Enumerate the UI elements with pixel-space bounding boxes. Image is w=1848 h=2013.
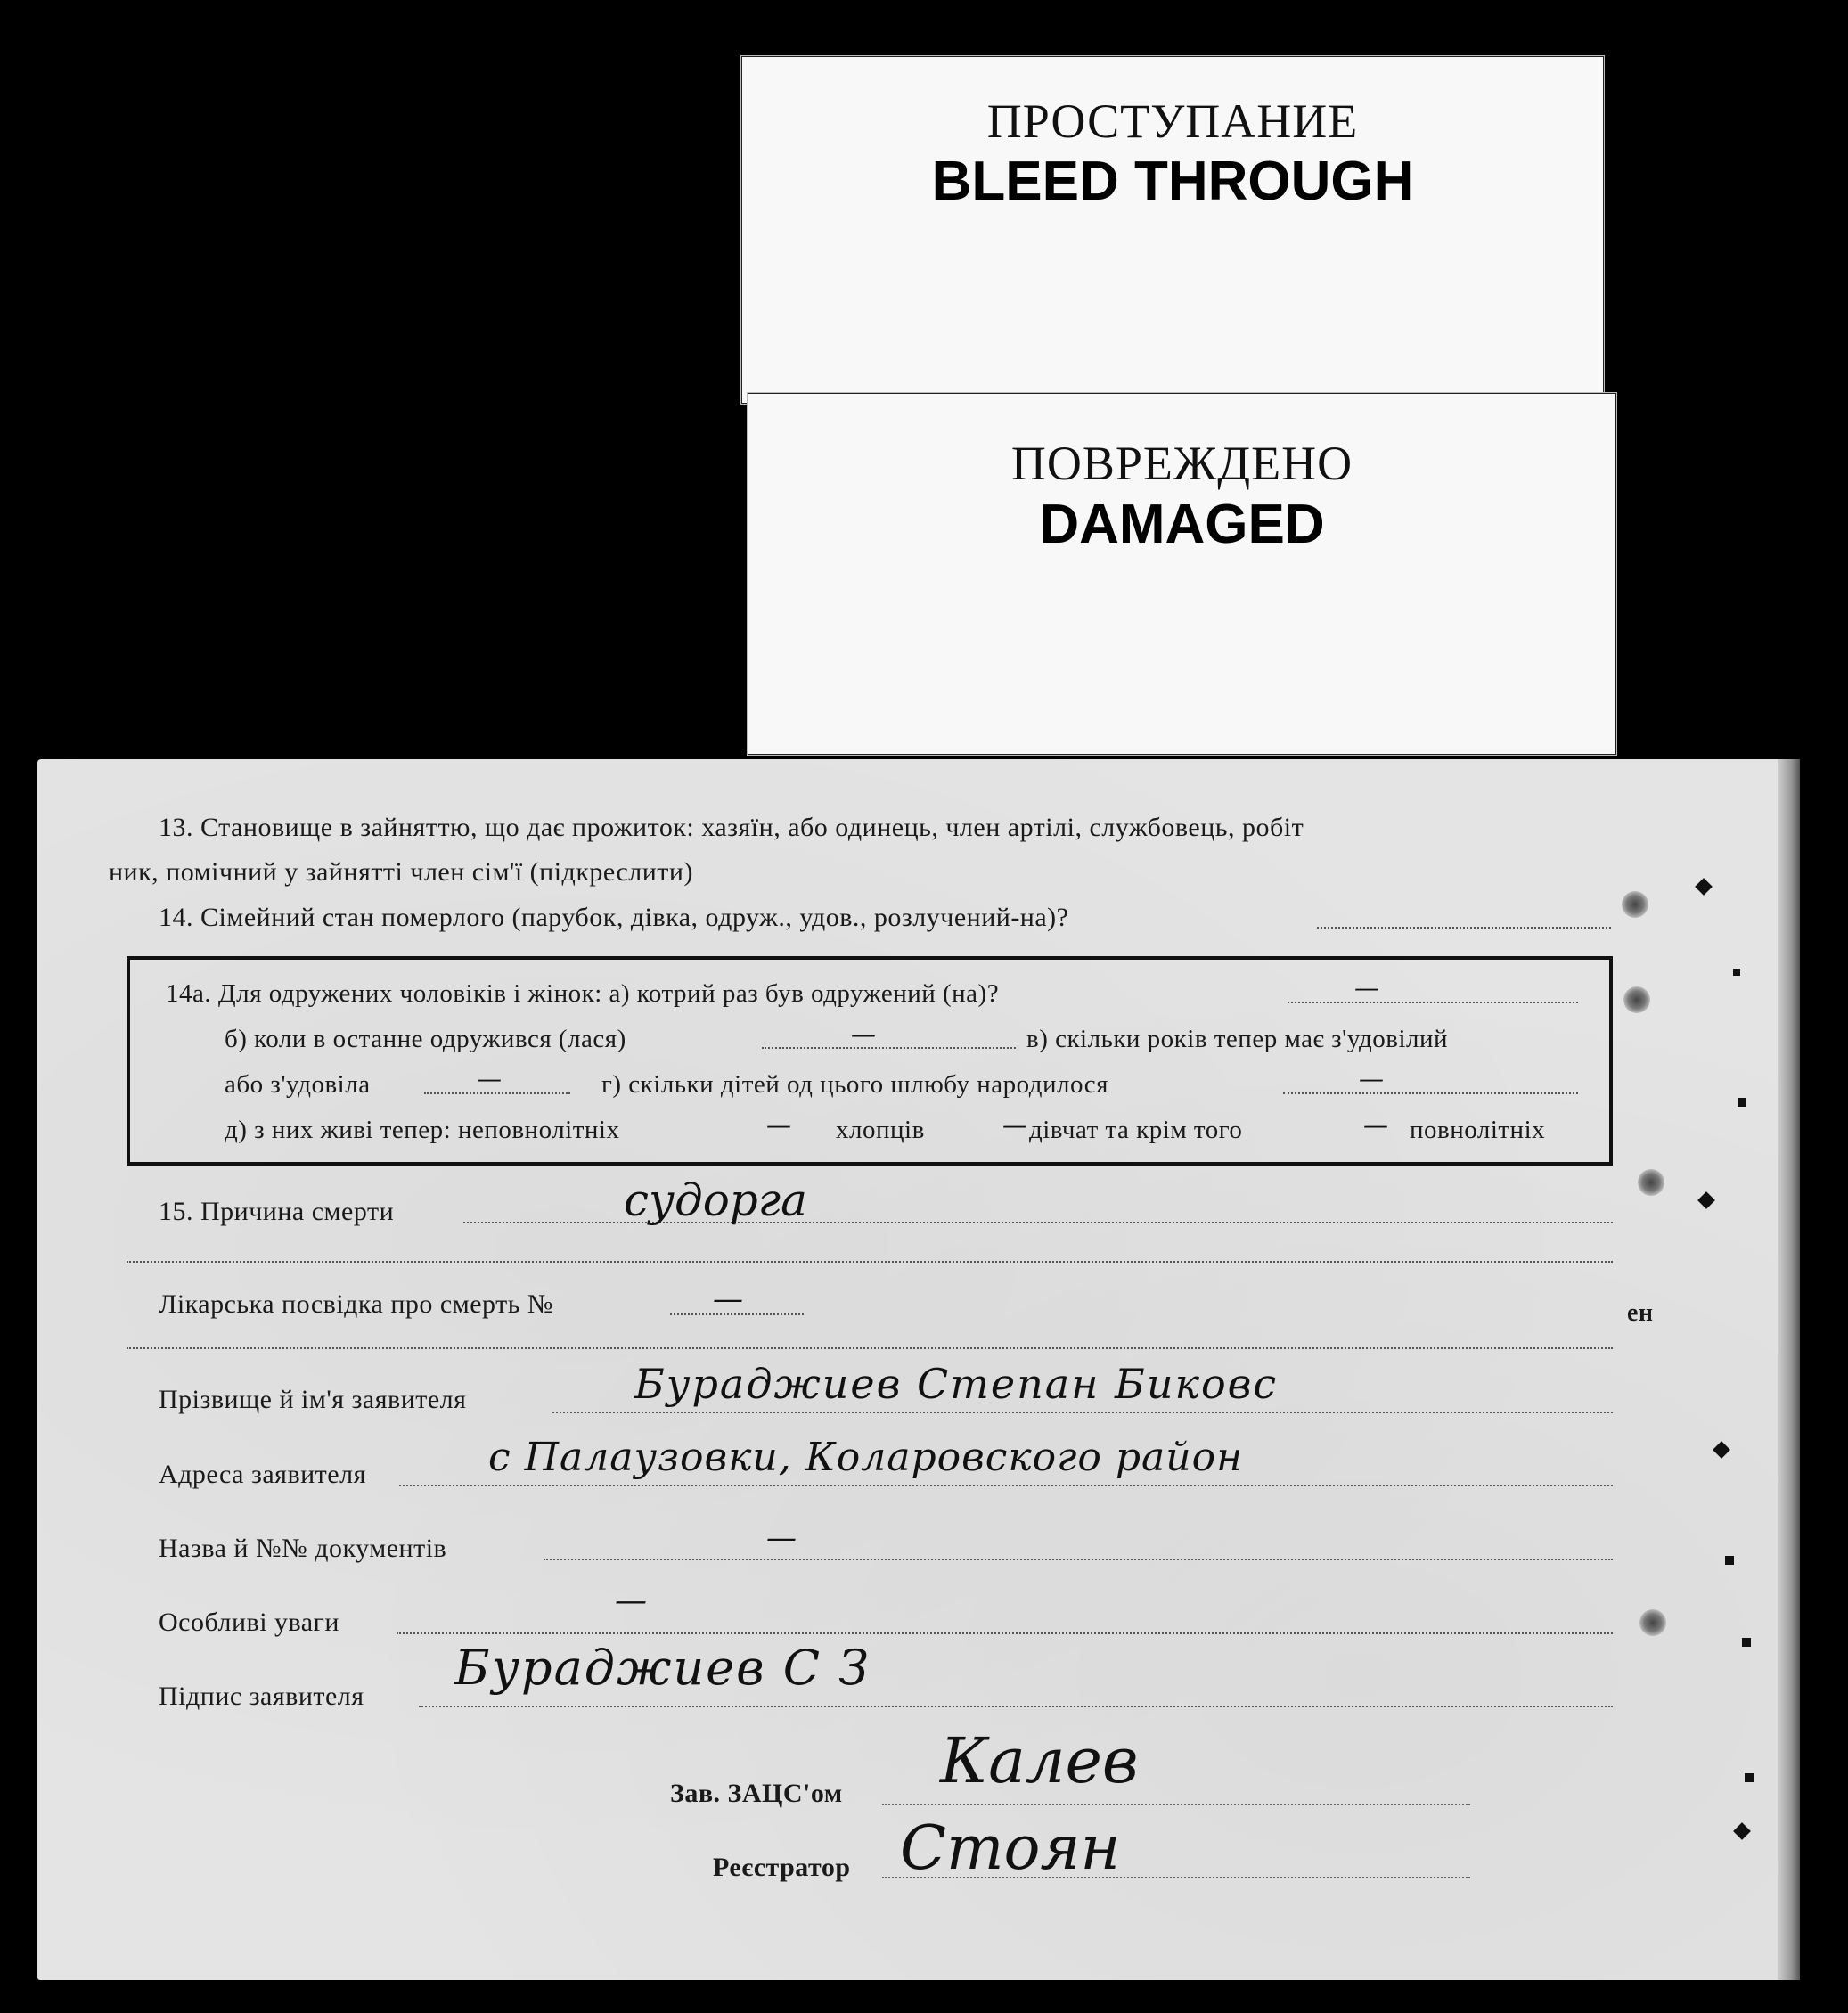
certificate-label: Лікарська посвідка про смерть №	[159, 1289, 554, 1319]
binding-hole	[1623, 986, 1650, 1013]
q14a-line4b: хлопців	[836, 1116, 925, 1144]
q14a-line2b: в) скільки років тепер має з'удовілий	[1026, 1025, 1449, 1053]
q14a-line1-dots	[1288, 1002, 1578, 1003]
head-label: Зав. ЗАЦС'ом	[670, 1779, 843, 1808]
q15-value: судорга	[624, 1174, 807, 1226]
damaged-card	[747, 392, 1617, 756]
damage-mark	[1742, 1638, 1751, 1647]
binding-hole	[1622, 891, 1648, 918]
q14a-dash1: —	[1354, 973, 1379, 1002]
applicant-address-value: с Палаузовки, Коларовского район	[488, 1435, 1244, 1480]
q14a-line4c: дівчат та крім того	[1029, 1116, 1243, 1144]
bleed-through-card	[740, 55, 1605, 405]
damage-mark	[1733, 969, 1740, 976]
margin-mark: ен	[1627, 1299, 1654, 1327]
applicant-name-value: Бураджиев Степан Биковс	[634, 1360, 1279, 1408]
certificate-line2	[127, 1347, 1613, 1349]
q14a-dash2: —	[851, 1019, 876, 1049]
damaged-ru-label: ПОВРЕЖДЕНО	[1010, 437, 1353, 490]
q14a-line4d: повнолітніх	[1410, 1116, 1546, 1144]
q13-line2: ник, помічний у зайнятті член сім'ї (підкреслити)	[109, 857, 693, 887]
notes-line	[397, 1632, 1613, 1634]
applicant-signature-line	[419, 1706, 1613, 1707]
registrar-signature: Стоян	[900, 1813, 1121, 1884]
documents-label: Назва й №№ документів	[159, 1534, 447, 1563]
q14a-line2a: б) коли в останне одружився (лася)	[225, 1025, 626, 1053]
q14a-line3b-dots	[1283, 1092, 1578, 1094]
q14a-dash7: —	[1363, 1110, 1388, 1140]
applicant-address-line	[399, 1485, 1613, 1486]
notes-value: —	[615, 1583, 647, 1619]
q14-label: 14. Сімейний стан померлого (парубок, дівка, одруж., удов., розлучений-на)?	[159, 903, 1069, 932]
q13-line1: 13. Становище в зайняттю, що дає прожиток: хазяїн, або одинець, член артілі, службовець, робіт	[159, 813, 1304, 842]
bleed-through-en-label: BLEED THROUGH	[931, 151, 1414, 212]
q14a-line2-dots	[762, 1047, 1016, 1049]
registrar-label: Реєстратор	[713, 1853, 851, 1882]
q15-line2	[127, 1261, 1613, 1263]
applicant-name-label: Прізвище й ім'я заявителя	[159, 1385, 467, 1414]
bleed-through-ru-label: ПРОСТУПАНИЕ	[986, 94, 1359, 148]
applicant-signature-value: Бураджиев С З	[454, 1640, 871, 1696]
q14a-dash3: —	[477, 1064, 502, 1093]
q14a-dash4: —	[1359, 1064, 1384, 1093]
q15-label: 15. Причина смерти	[159, 1197, 395, 1226]
documents-value: —	[766, 1520, 797, 1556]
q14a-dash5: —	[766, 1110, 791, 1140]
damage-mark	[1745, 1773, 1754, 1782]
q14-answer-line	[1317, 927, 1611, 929]
q14a-line4a: д) з них живі тепер: неповнолітніх	[225, 1116, 620, 1144]
applicant-address-label: Адреса заявителя	[159, 1460, 366, 1489]
head-signature-line	[882, 1804, 1470, 1805]
q14a-dash6: —	[1002, 1110, 1027, 1140]
q14a-line3b: г) скільки дітей од цього шлюбу народилося	[601, 1070, 1108, 1099]
documents-line	[544, 1559, 1613, 1560]
binding-hole	[1638, 1169, 1664, 1196]
damage-mark	[1738, 1098, 1746, 1107]
q14a-line3a: або з'удовіла	[225, 1070, 371, 1099]
binding-hole	[1639, 1609, 1666, 1636]
applicant-signature-label: Підпис заявителя	[159, 1682, 364, 1711]
certificate-value: —	[713, 1281, 743, 1317]
sheet-edge	[1778, 759, 1800, 1980]
applicant-name-line	[552, 1412, 1613, 1413]
head-signature: Калев	[940, 1724, 1139, 1797]
notes-label: Особливі уваги	[159, 1608, 339, 1637]
q14a-line1: 14а. Для одружених чоловіків і жінок: а) котрий раз був одружений (на)?	[166, 979, 1000, 1008]
damage-mark	[1725, 1556, 1734, 1565]
damaged-en-label: DAMAGED	[1039, 494, 1325, 555]
